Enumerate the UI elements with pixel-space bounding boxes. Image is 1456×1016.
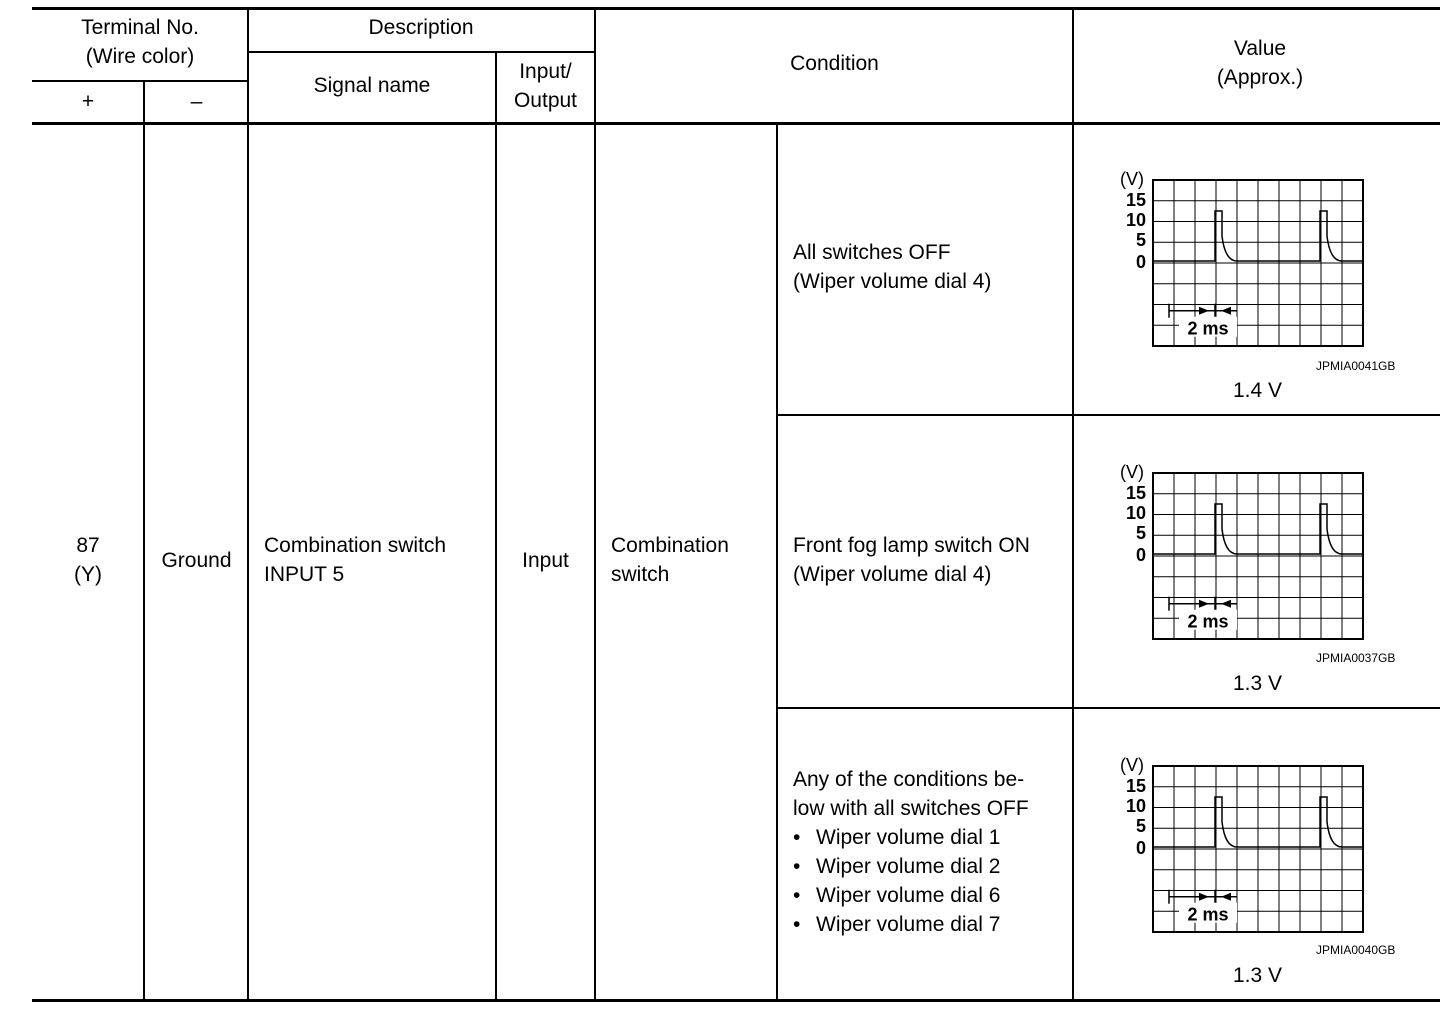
header-minus: – bbox=[190, 90, 203, 113]
time-marker-arrow bbox=[1221, 307, 1231, 315]
figure-code-3: JPMIA0040GB bbox=[1316, 943, 1396, 957]
unit-label: (V) bbox=[1120, 755, 1144, 775]
oscilloscope-waveform-1 bbox=[1110, 163, 1410, 353]
header-input-output bbox=[497, 57, 594, 115]
y-tick-label: 10 bbox=[1125, 796, 1146, 816]
header-input-output-line2: Output bbox=[513, 89, 578, 112]
signal-name bbox=[264, 531, 446, 589]
y-tick-label: 0 bbox=[1135, 545, 1146, 565]
oscilloscope-waveform-2 bbox=[1110, 456, 1410, 646]
vrule-cond-inner bbox=[776, 123, 778, 1000]
condition-group bbox=[611, 531, 729, 589]
oscilloscope-waveform-3 bbox=[1110, 749, 1410, 939]
y-tick-label: 0 bbox=[1135, 838, 1146, 858]
signal-name-line1: Combination switch bbox=[264, 534, 447, 557]
terminal-number: 87 bbox=[76, 534, 100, 557]
rule-header-bottom bbox=[32, 122, 1440, 125]
header-signal-name: Signal name bbox=[313, 74, 431, 97]
time-label: 2 ms bbox=[1187, 904, 1229, 925]
time-marker-arrow bbox=[1199, 893, 1209, 901]
unit-label: (V) bbox=[1120, 169, 1144, 189]
vrule-cond-value bbox=[1072, 8, 1074, 1000]
header-terminal-no bbox=[32, 13, 248, 71]
condition-3-line1: Any of the conditions be- bbox=[793, 768, 1025, 791]
rule-top bbox=[32, 7, 1440, 10]
figure-code-1: JPMIA0041GB bbox=[1316, 359, 1396, 373]
y-tick-label: 10 bbox=[1125, 210, 1146, 230]
signal-name-line2: INPUT 5 bbox=[264, 563, 345, 586]
header-terminal-no-line1: Terminal No. bbox=[81, 16, 199, 39]
rule-description-sub bbox=[248, 51, 594, 53]
time-marker-arrow bbox=[1221, 893, 1231, 901]
y-tick-label: 0 bbox=[1135, 252, 1146, 272]
figure-code-2: JPMIA0037GB bbox=[1316, 651, 1396, 665]
condition-2-line2: (Wiper volume dial 4) bbox=[793, 563, 992, 586]
condition-group-line1: Combination bbox=[611, 534, 729, 557]
condition-3-bullet: • Wiper volume dial 7 bbox=[793, 910, 1029, 939]
header-wire-color: (Wire color) bbox=[85, 45, 195, 68]
condition-3-bullet: • Wiper volume dial 1 bbox=[793, 823, 1029, 852]
value-3: 1.3 V bbox=[1233, 964, 1283, 987]
condition-2 bbox=[793, 531, 1030, 589]
condition-3-bullet: • Wiper volume dial 2 bbox=[793, 852, 1029, 881]
time-marker-arrow bbox=[1221, 600, 1231, 608]
header-condition: Condition bbox=[790, 52, 879, 75]
y-tick-label: 15 bbox=[1125, 483, 1146, 503]
rule-cond-1 bbox=[777, 414, 1440, 416]
condition-1-line2: (Wiper volume dial 4) bbox=[793, 270, 992, 293]
condition-3 bbox=[793, 765, 1029, 939]
vrule-desc-cond bbox=[594, 8, 596, 1000]
time-marker-arrow bbox=[1199, 307, 1209, 315]
y-tick-label: 10 bbox=[1125, 503, 1146, 523]
time-label: 2 ms bbox=[1187, 611, 1229, 632]
header-value bbox=[1074, 34, 1446, 92]
condition-3-bullet: • Wiper volume dial 6 bbox=[793, 881, 1029, 910]
y-tick-label: 5 bbox=[1135, 816, 1146, 836]
condition-3-line2: low with all switches OFF bbox=[793, 797, 1029, 820]
condition-group-line2: switch bbox=[611, 563, 670, 586]
terminal-plus bbox=[32, 531, 144, 589]
vrule-terminal-desc bbox=[247, 8, 249, 1000]
time-label: 2 ms bbox=[1187, 318, 1229, 339]
y-tick-label: 5 bbox=[1135, 230, 1146, 250]
condition-1-line1: All switches OFF bbox=[793, 241, 951, 264]
rule-terminal-sub bbox=[32, 80, 248, 82]
time-marker-arrow bbox=[1199, 600, 1209, 608]
header-value-line2: (Approx.) bbox=[1216, 66, 1304, 89]
y-tick-label: 5 bbox=[1135, 523, 1146, 543]
oscilloscope-svg bbox=[1110, 163, 1410, 353]
condition-3-bullets bbox=[793, 823, 1029, 939]
vrule-signal-io bbox=[495, 52, 497, 1000]
header-plus: + bbox=[81, 90, 95, 113]
header-input-output-line1: Input/ bbox=[519, 60, 572, 83]
y-tick-label: 15 bbox=[1125, 190, 1146, 210]
oscilloscope-svg bbox=[1110, 456, 1410, 646]
header-value-line1: Value bbox=[1233, 37, 1287, 60]
value-2: 1.3 V bbox=[1233, 672, 1283, 695]
input-output: Input bbox=[522, 549, 569, 572]
condition-1 bbox=[793, 238, 991, 296]
y-tick-label: 15 bbox=[1125, 776, 1146, 796]
terminal-minus: Ground bbox=[161, 549, 232, 572]
condition-2-line1: Front fog lamp switch ON bbox=[793, 534, 1030, 557]
header-description: Description bbox=[368, 16, 474, 39]
oscilloscope-svg bbox=[1110, 749, 1410, 939]
rule-bottom bbox=[32, 999, 1440, 1002]
value-1: 1.4 V bbox=[1233, 379, 1283, 402]
terminal-wire-color: (Y) bbox=[74, 563, 102, 586]
unit-label: (V) bbox=[1120, 462, 1144, 482]
rule-cond-2 bbox=[777, 707, 1440, 709]
